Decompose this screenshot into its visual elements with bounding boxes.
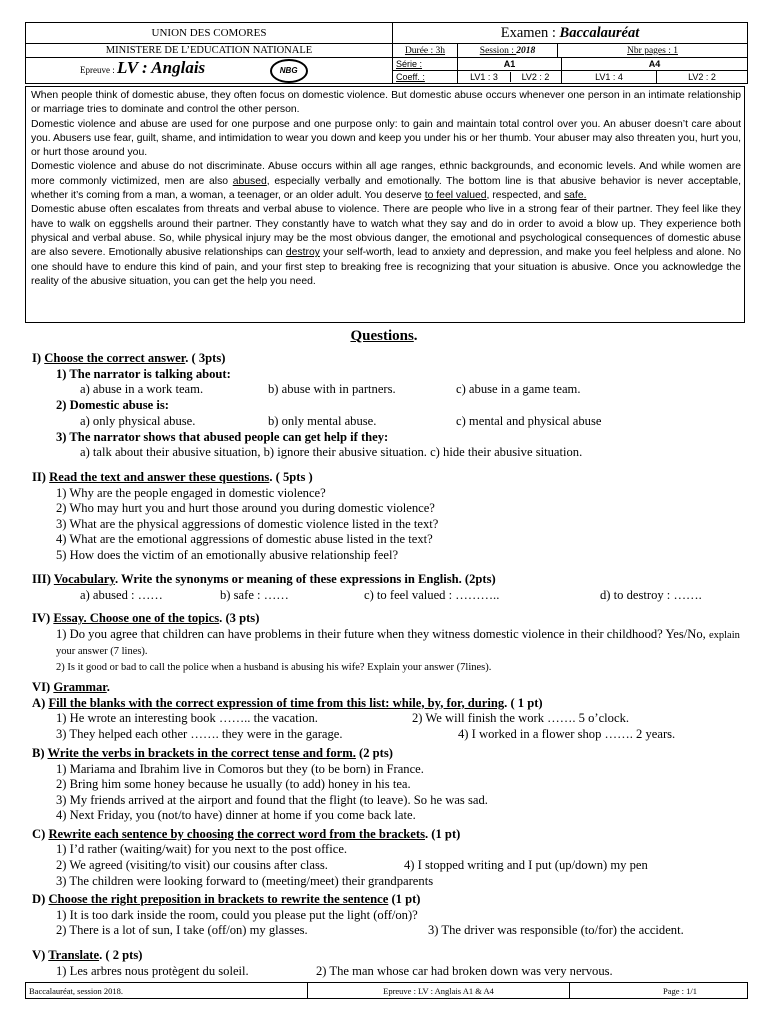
coeff-a4-lv2: LV2 : 2: [657, 71, 748, 84]
grammar-b-item-2: 2) Bring him some honey because he usually (to add) honey in his tea.: [56, 777, 411, 791]
ministere-label: MINISTERE DE L’EDUCATION NATIONALE: [26, 44, 393, 58]
section-vocabulary: [32, 572, 747, 604]
question-1-1-options: a) abuse in a work team. b) abuse with in partners. c) abuse in a game team.: [80, 382, 581, 396]
serie-label: Série :: [393, 58, 458, 71]
passage-paragraph-3: Domestic violence and abuse do not discriminate. Abuse occurs within all age ranges, ethnic backgrounds, and economic levels. And while women are more commonly victimized, men are also abused, especially verbally and emotionally. The bottom line is that abusive behavior is never acceptable, whether it’s coming from a man, a woman, a teenager, or an older adult. You deserve to feel valued, respected, and safe.: [31, 161, 741, 202]
section-6-heading: VI) Grammar.: [32, 680, 110, 694]
duree-label: Durée : 3h: [393, 44, 458, 58]
serie-a1: A1: [458, 58, 562, 71]
union-label: UNION DES COMORES: [26, 23, 393, 44]
coeff-a4-lv1: LV1 : 4: [562, 71, 657, 84]
section-5-heading: V) Translate. ( 2 pts): [32, 948, 143, 962]
essay-topic-1: 1) Do you agree that children can have problems in their future when they witness domestic violence in their childhood? Yes/No, explain your answer (7 lines).: [56, 626, 740, 657]
grammar-c-row-2: 2) We agreed (visiting/to visit) our cousins after class. 4) I stopped writing and I put (up/down) my pen: [56, 857, 648, 872]
grammar-b-item-4: 4) Next Friday, you (not/to have) dinner at home if you come back late.: [56, 808, 416, 822]
passage-paragraph-1: When people think of domestic abuse, they often focus on domestic violence. But domestic abuse occurs whenever one person in an intimate relationship or marriage tries to dominate and control the other person.: [31, 90, 741, 116]
section-translate: [32, 948, 747, 980]
grammar-d-heading: D) Choose the right preposition in brackets to rewrite the sentence (1 pt): [32, 892, 421, 906]
footer-page: Page : 1/1: [570, 983, 748, 999]
question-2-4: 4) What are the emotional aggressions of domestic abuse listed in the text?: [56, 532, 433, 546]
grammar-d-row-2: 2) There is a lot of sun, I take (off/on) my glasses. 3) The driver was responsible (to/for) the accident.: [56, 923, 684, 937]
section-2-heading: II) Read the text and answer these questions. ( 5pts ): [32, 470, 313, 484]
section-4-heading: IV) Essay. Choose one of the topics. (3 pts): [32, 611, 260, 625]
nbr-pages-label: Nbr pages : 1: [558, 44, 748, 58]
question-2-2: 2) Who may hurt you and hurt those around you during domestic violence?: [56, 501, 435, 515]
grammar-a-row-2: 3) They helped each other ……. they were in the garage. 4) I worked in a flower shop ……. 2 years.: [56, 727, 676, 741]
vocabulary-items: a) abused : …… b) safe : …… c) to feel valued : ……….. d) to destroy : …….: [80, 587, 702, 602]
questions-title: Questions.: [350, 328, 418, 344]
grammar-c-heading: C) Rewrite each sentence by choosing the correct word from the brackets. (1 pt): [32, 826, 461, 841]
serie-a4: A4: [562, 58, 748, 71]
grammar-a-row-1: 1) He wrote an interesting book …….. the vacation. 2) We will finish the work ……. 5 o’clock.: [56, 711, 630, 725]
coeff-label: Coeff. :: [393, 71, 458, 84]
section-grammar: [32, 680, 747, 939]
essay-topic-2: 2) Is it good or bad to call the police when a husband is abusing his wife? Explain your answer (7lines).: [56, 661, 492, 673]
grammar-b-heading: B) Write the verbs in brackets in the correct tense and form. (2 pts): [32, 746, 393, 760]
question-2-3: 3) What are the physical aggressions of domestic violence listed in the text?: [56, 516, 439, 531]
question-1-1: 1) The narrator is talking about:: [56, 366, 231, 381]
footer-epreuve: Epreuve : LV : Anglais A1 & A4: [308, 983, 570, 999]
grammar-c-item-1: 1) I’d rather (waiting/wait) for you next to the post office.: [56, 842, 348, 856]
examen-cell: Examen : Baccalauréat: [393, 23, 748, 44]
footer-session: Baccalauréat, session 2018.: [26, 983, 308, 999]
grammar-b-item-1: 1) Mariama and Ibrahim live in Comoros but they (to be born) in France.: [56, 761, 424, 776]
grammar-d-item-1: 1) It is too dark inside the room, could you please put the light (off/on)?: [56, 907, 418, 922]
section-choose-answer: [32, 351, 747, 461]
session-label: Session : 2018: [458, 44, 558, 58]
nbg-logo: NBG: [270, 59, 308, 83]
passage-paragraph-4: Domestic abuse often escalates from threats and verbal abuse to violence. There are people who live in a strong fear of their partner. They feel like they have to walk on eggshells around their partner. They constantly have to watch what they say and do in order to avoid a blow up. They experience both physical and verbal abuse. So, while physical injury may be the most obvious danger, the emotional and psychological consequences of domestic abuse are also severe. Emotionally abusive relationships can destroy your self-worth, lead to anxiety and depression, and make you feel helpless and alone. No one should have to endure this kind of pain, and your first step to breaking free is recognizing that your situation is abusive. Once you acknowledge the reality of the abusive situation, you can get the help you need.: [31, 204, 741, 287]
question-1-3: 3) The narrator shows that abused people can get help if they:: [56, 429, 389, 444]
exam-footer: [25, 982, 748, 999]
reading-passage: [25, 86, 745, 323]
question-1-2-options: a) only physical abuse. b) only mental abuse. c) mental and physical abuse: [80, 413, 602, 428]
question-2-1: 1) Why are the people engaged in domestic violence?: [56, 485, 326, 500]
section-read-answer: [32, 470, 747, 563]
question-1-3-options: a) talk about their abusive situation, b) ignore their abusive situation. c) hide their abusive situation.: [80, 445, 583, 459]
question-2-5: 5) How does the victim of an emotionally abusive relationship feel?: [56, 547, 399, 562]
question-1-2: 2) Domestic abuse is:: [56, 398, 169, 412]
translate-items: 1) Les arbres nous protègent du soleil. 2) The man whose car had broken down was very nervous.: [56, 963, 613, 978]
coeff-a1: LV1 : 3 LV2 : 2: [458, 71, 562, 84]
section-3-heading: III) Vocabulary. Write the synonyms or meaning of these expressions in English. (2pts): [32, 572, 496, 586]
exam-header-table: [25, 22, 748, 84]
section-essay: [32, 611, 747, 675]
section-1-heading: I) Choose the correct answer. ( 3pts): [32, 351, 226, 365]
grammar-b-item-3: 3) My friends arrived at the airport and found that the flight (to leave). So he was sad.: [56, 792, 488, 807]
epreuve-cell: Epreuve : LV : Anglais NBG: [26, 58, 393, 84]
grammar-c-item-3: 3) The children were looking forward to (meeting/meet) their grandparents: [56, 873, 434, 888]
grammar-a-heading: A) Fill the blanks with the correct expression of time from this list: while, by, for, during. ( 1 pt): [32, 695, 543, 710]
passage-paragraph-2: Domestic violence and abuse are used for one purpose and one purpose only: to gain and maintain total control over you. An abuser doesn’t care about you. Abusers use fear, guilt, shame, and intimidation to wear you down and keep you under his or her thumb. Your abuser may also threaten you, hurt you, or hurt those around you.: [31, 118, 741, 159]
